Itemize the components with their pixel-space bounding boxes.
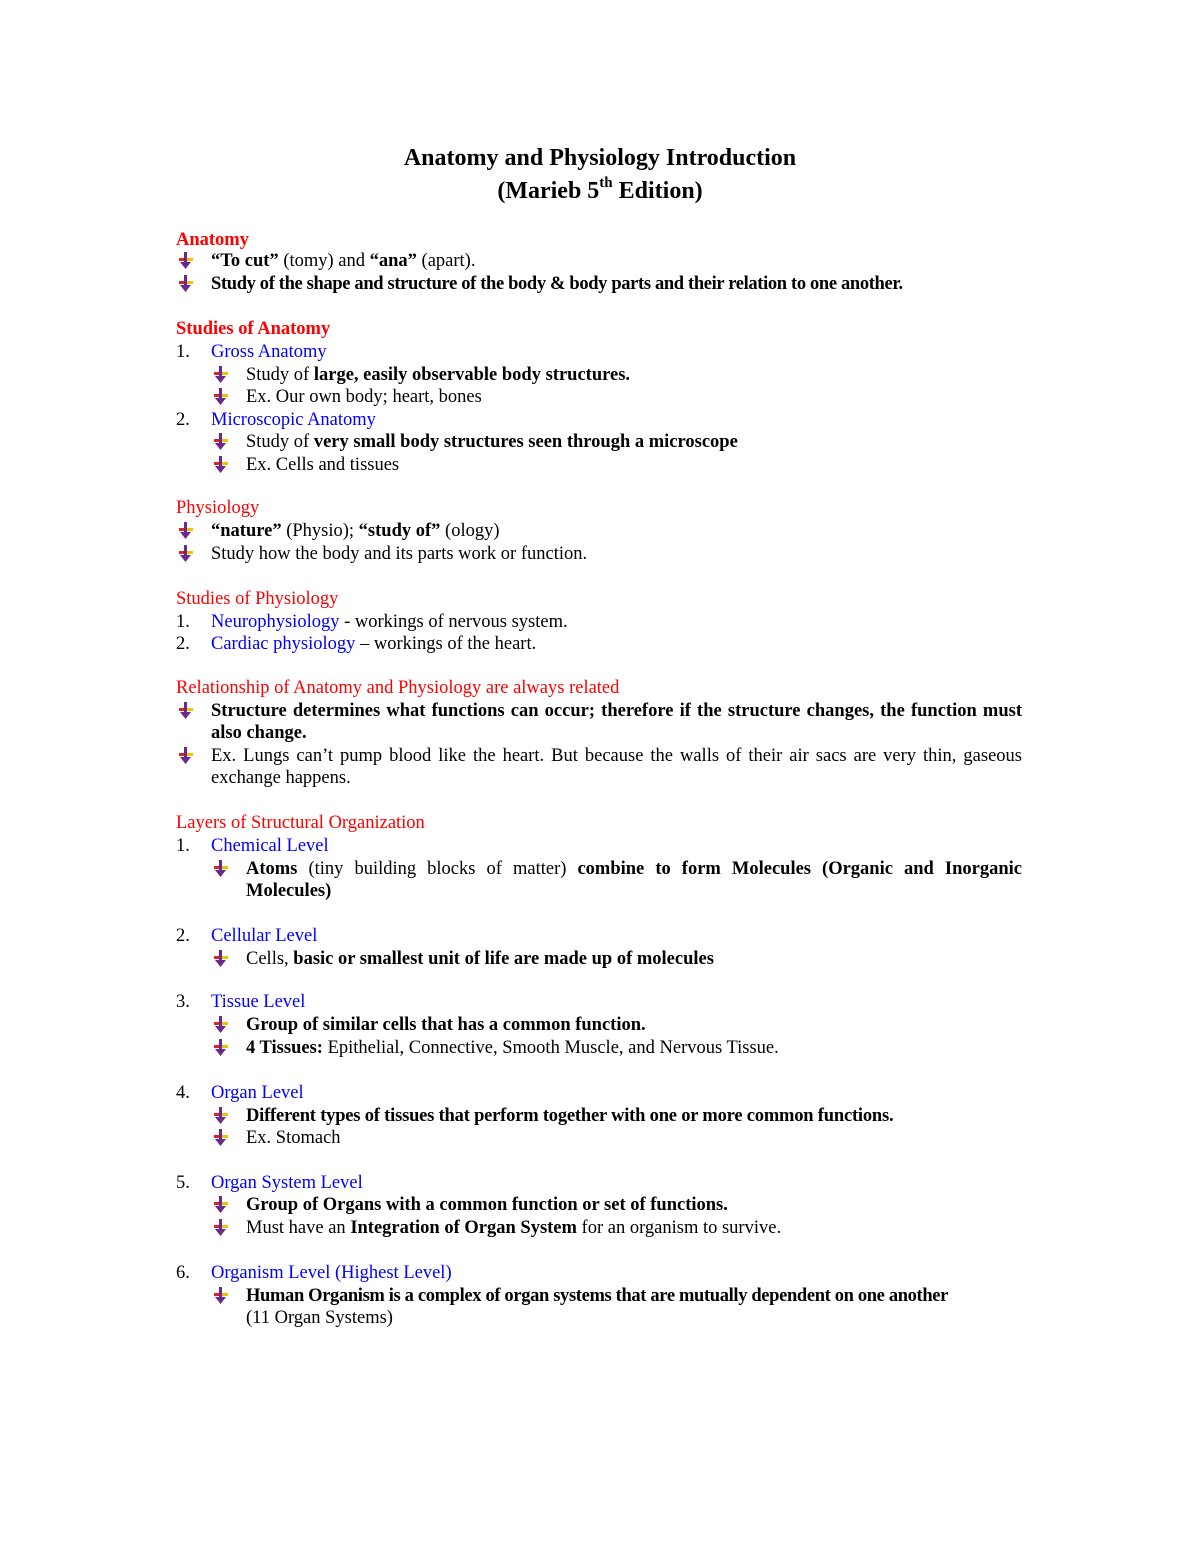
list-number: 6. [176, 1263, 190, 1283]
chemical-level-bullet-1: Atoms (tiny building blocks of matter) combine to form Molecules (Organic and Inorganic Molecules) [246, 859, 1022, 901]
list-number: 1. [176, 612, 190, 632]
organ-system-level-bullet-1: Group of Organs with a common function or set of functions. [246, 1195, 728, 1215]
arrow-down-bullet-icon [213, 860, 229, 878]
list-number: 4. [176, 1083, 190, 1103]
physiology-bullet-2: Study how the body and its parts work or function. [211, 544, 588, 564]
section-heading-studies-of-anatomy: Studies of Anatomy [176, 319, 331, 339]
arrow-down-bullet-icon [213, 1219, 229, 1237]
list-item-chemical-level: Chemical Level [211, 836, 329, 856]
relationship-bullet-1: Structure determines what functions can occur; therefore if the structure changes, the function must also change. [211, 701, 1022, 743]
organ-system-level-bullet-2: Must have an Integration of Organ System for an organism to survive. [246, 1218, 782, 1238]
page-title [0, 142, 1200, 208]
list-item-cardiac-physiology: Cardiac physiology – workings of the heart. [211, 634, 537, 654]
arrow-down-bullet-icon [178, 702, 194, 720]
arrow-down-bullet-icon [213, 1129, 229, 1147]
arrow-down-bullet-icon [213, 1287, 229, 1305]
arrow-down-bullet-icon [178, 747, 194, 765]
list-item-organ-level: Organ Level [211, 1083, 304, 1103]
title-edition-post: Edition) [612, 178, 703, 204]
organism-level-bullet-1-continued: (11 Organ Systems) [246, 1308, 393, 1328]
gross-anatomy-bullet-1: Study of large, easily observable body structures. [246, 365, 631, 385]
physiology-bullet-1: “nature” (Physio); “study of” (ology) [211, 521, 500, 541]
arrow-down-bullet-icon [213, 1196, 229, 1214]
anatomy-bullet-2: Study of the shape and structure of the body & body parts and their relation to one another. [211, 274, 903, 294]
relationship-bullet-2: Ex. Lungs can’t pump blood like the heart. But because the walls of their air sacs are very thin, gaseous exchange happens. [211, 746, 1022, 788]
cellular-level-bullet-1: Cells, basic or smallest unit of life are made up of molecules [246, 949, 714, 969]
list-number: 1. [176, 342, 190, 362]
list-number: 2. [176, 410, 190, 430]
title-edition-sup: th [599, 175, 613, 191]
tissue-level-bullet-1: Group of similar cells that has a common function. [246, 1015, 646, 1035]
title-line-1: Anatomy and Physiology Introduction [403, 145, 797, 171]
list-number: 2. [176, 634, 190, 654]
title-line-2 [0, 175, 1200, 208]
arrow-down-bullet-icon [213, 1039, 229, 1057]
arrow-down-bullet-icon [213, 366, 229, 384]
section-heading-physiology: Physiology [176, 498, 260, 518]
arrow-down-bullet-icon [213, 1107, 229, 1125]
arrow-down-bullet-icon [178, 275, 194, 293]
arrow-down-bullet-icon [213, 950, 229, 968]
arrow-down-bullet-icon [213, 456, 229, 474]
arrow-down-bullet-icon [213, 388, 229, 406]
list-item-microscopic-anatomy: Microscopic Anatomy [211, 410, 376, 430]
organ-level-bullet-2: Ex. Stomach [246, 1128, 341, 1148]
gross-anatomy-bullet-2: Ex. Our own body; heart, bones [246, 387, 482, 407]
arrow-down-bullet-icon [178, 522, 194, 540]
microscopic-anatomy-bullet-1: Study of very small body structures seen through a microscope [246, 432, 738, 452]
section-heading-relationship: Relationship of Anatomy and Physiology are always related [176, 678, 620, 698]
list-number: 1. [176, 836, 190, 856]
list-number: 5. [176, 1173, 190, 1193]
arrow-down-bullet-icon [213, 433, 229, 451]
section-heading-layers: Layers of Structural Organization [176, 813, 425, 833]
list-item-tissue-level: Tissue Level [211, 992, 306, 1012]
title-edition-pre: (Marieb 5 [497, 178, 600, 204]
list-item-neurophysiology: Neurophysiology - workings of nervous system. [211, 612, 568, 632]
section-heading-anatomy: Anatomy [176, 230, 249, 250]
arrow-down-bullet-icon [213, 1016, 229, 1034]
list-item-organ-system-level: Organ System Level [211, 1173, 363, 1193]
list-item-cellular-level: Cellular Level [211, 926, 318, 946]
anatomy-bullet-1: “To cut” (tomy) and “ana” (apart). [211, 251, 476, 271]
arrow-down-bullet-icon [178, 252, 194, 270]
list-item-gross-anatomy: Gross Anatomy [211, 342, 327, 362]
tissue-level-bullet-2: 4 Tissues: Epithelial, Connective, Smooth Muscle, and Nervous Tissue. [246, 1038, 779, 1058]
microscopic-anatomy-bullet-2: Ex. Cells and tissues [246, 455, 400, 475]
arrow-down-bullet-icon [178, 545, 194, 563]
organ-level-bullet-1: Different types of tissues that perform together with one or more common functions. [246, 1106, 894, 1126]
list-item-organism-level: Organism Level (Highest Level) [211, 1263, 452, 1283]
organism-level-bullet-1: Human Organism is a complex of organ systems that are mutually dependent on one another [246, 1286, 949, 1306]
section-heading-studies-of-physiology: Studies of Physiology [176, 589, 339, 609]
list-number: 2. [176, 926, 190, 946]
list-number: 3. [176, 992, 190, 1012]
